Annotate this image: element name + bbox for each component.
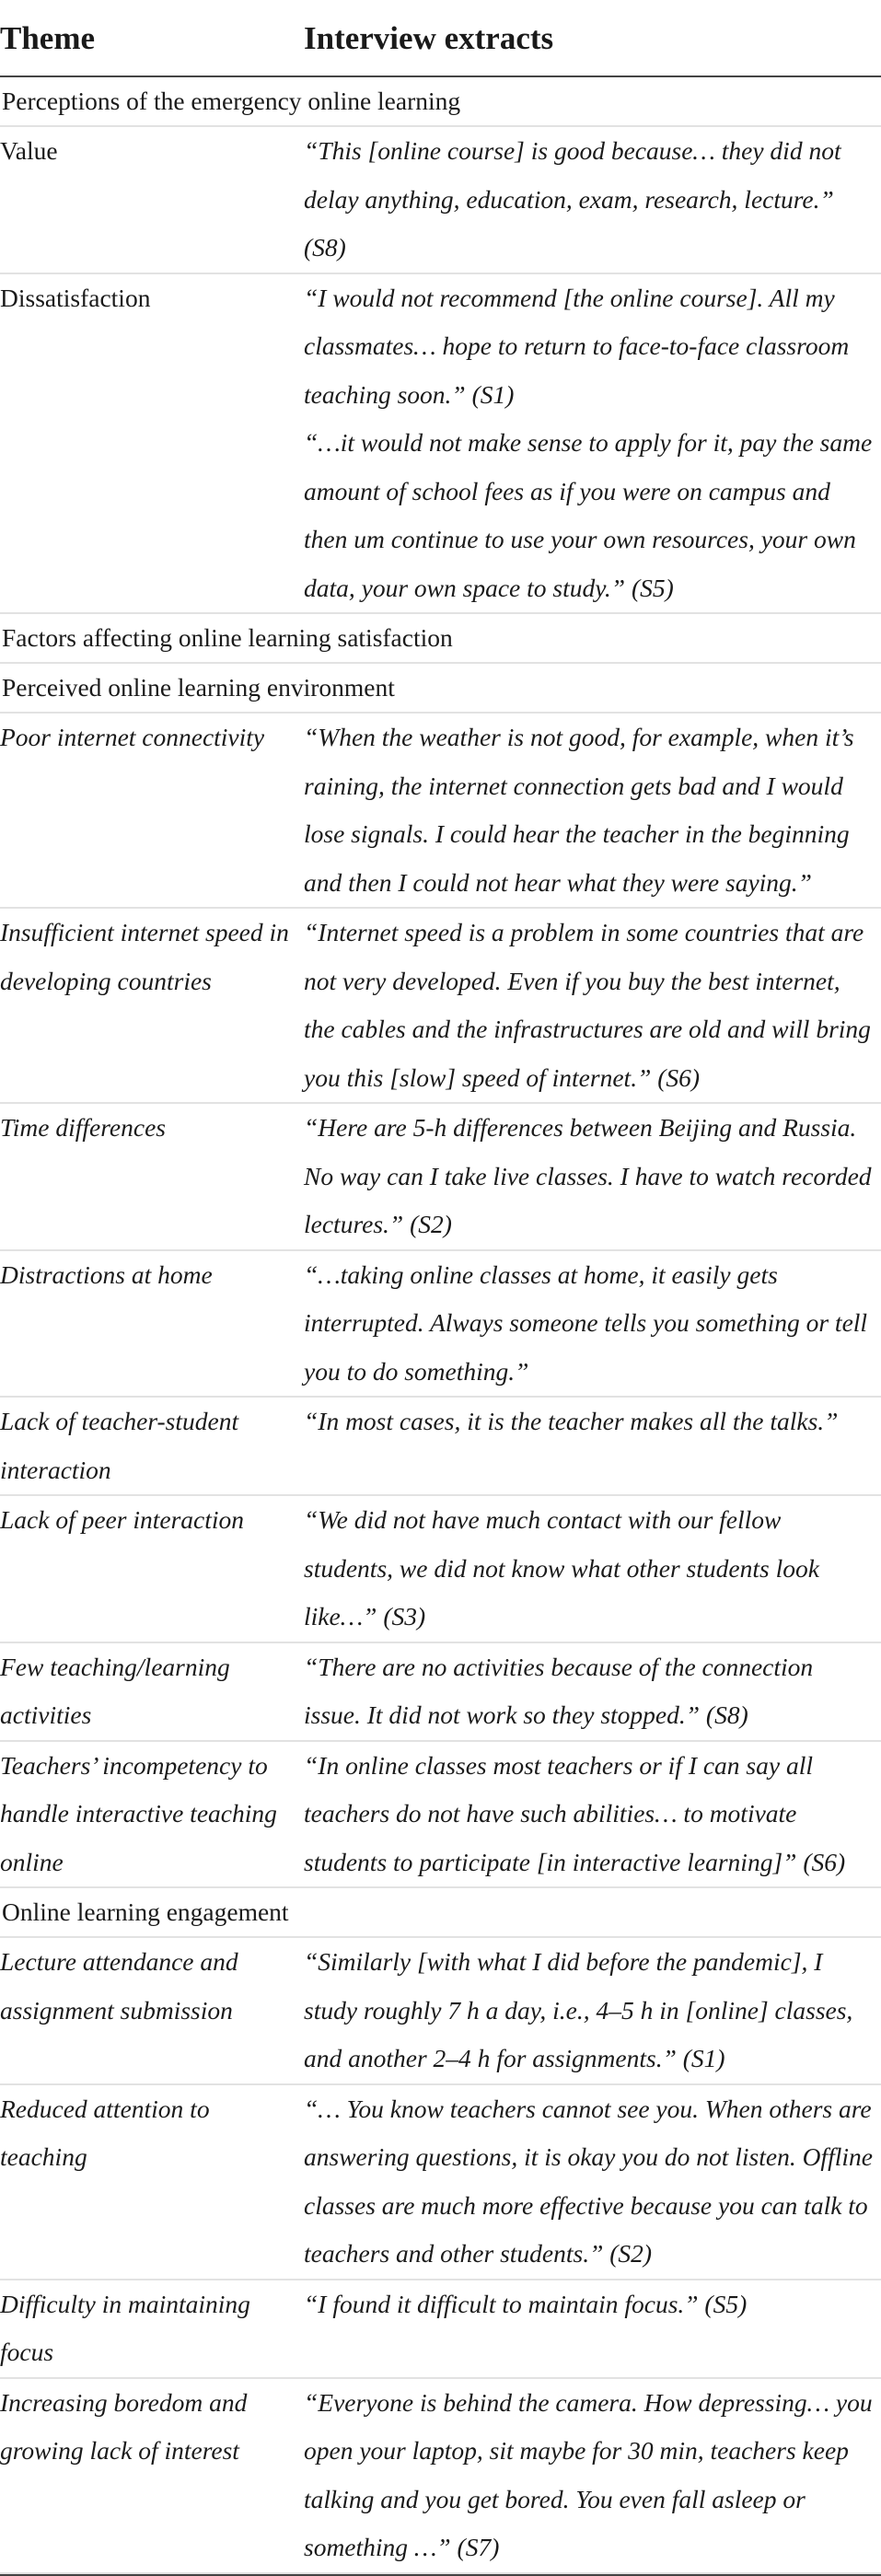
- extracts-cell: [304, 1104, 881, 1249]
- interview-extract: “There are no activities because of the connection issue. It did not work so they stopped.” (S8): [304, 1652, 814, 1729]
- interview-extract: “This [online course] is good because… they did not delay anything, education, exam, research, lecture.” (S8): [304, 136, 841, 261]
- interview-extract: “Internet speed is a problem in some countries that are not very developed. Even if you buy the best internet, the cables and the infrastructures are old and will bring you this [slow] speed of internet.” (S6): [304, 918, 871, 1092]
- theme-cell: Reduced attention to teaching: [0, 2094, 210, 2171]
- extracts-cell: [304, 127, 881, 273]
- extracts-cell: [304, 2085, 881, 2279]
- interview-extract: “Similarly [with what I did before the pandemic], I study roughly 7 h a day, i.e., 4–5 h in [online] classes, and another 2–4 h for assignments.” (S1): [304, 1947, 853, 2072]
- theme-cell: Distractions at home: [0, 1259, 213, 1289]
- section-heading: Perceptions of the emergency online learning: [0, 77, 881, 127]
- theme-cell: Poor internet connectivity: [0, 723, 265, 751]
- theme-cell: Lecture attendance and assignment submission: [0, 1947, 238, 2025]
- interview-extract: “…it would not make sense to apply for it, pay the same amount of school fees as if you were on campus and then um continue to use your own resources, your own data, your own space to study.” (S5): [304, 428, 873, 602]
- interview-extract: “In online classes most teachers or if I can say all teachers do not have such abilities… to motivate students to participate [in interactive learning]” (S6): [304, 1750, 846, 1876]
- theme-cell: Lack of peer interaction: [0, 1505, 245, 1534]
- table-row: [0, 909, 881, 1104]
- table-row: [0, 127, 881, 274]
- theme-cell: Value: [0, 136, 58, 165]
- table-row: [0, 714, 881, 909]
- theme-cell: Insufficient internet speed in developing countries: [0, 918, 289, 995]
- theme-cell: Teachers’ incompetency to handle interactive teaching online: [0, 1750, 277, 1876]
- extracts-cell: [304, 2379, 881, 2572]
- table-row: [0, 2379, 881, 2574]
- extracts-cell: [304, 274, 881, 613]
- table-row: [0, 1251, 881, 1398]
- section-heading: Online learning engagement: [0, 1888, 881, 1938]
- extracts-cell: [304, 909, 881, 1102]
- theme-cell: Time differences: [0, 1113, 166, 1142]
- interview-extract: “We did not have much contact with our fellow students, we did not know what other students look like…” (S3): [304, 1505, 819, 1630]
- header-theme: Theme: [0, 19, 96, 56]
- table-row: [0, 1398, 881, 1496]
- table-row: [0, 274, 881, 615]
- table-row: [0, 1643, 881, 1742]
- table-row: [0, 1496, 881, 1643]
- bottom-rule: [0, 2574, 881, 2576]
- theme-cell: Few teaching/learning activities: [0, 1652, 230, 1729]
- theme-cell: Lack of teacher-student interaction: [0, 1407, 239, 1484]
- table-header: [0, 0, 881, 77]
- interview-extract: “In most cases, it is the teacher makes all the talks.”: [304, 1407, 839, 1435]
- interview-extract: “…taking online classes at home, it easily gets interrupted. Always someone tells you something or tell you to do something.”: [304, 1259, 868, 1386]
- extracts-cell: [304, 714, 881, 907]
- table-row: [0, 2280, 881, 2379]
- extracts-cell: [304, 1742, 881, 1887]
- interview-extract: “Here are 5-h differences between Beijing and Russia. No way can I take live classes. I have to watch recorded lectures.” (S2): [304, 1113, 872, 1238]
- extracts-cell: [304, 1398, 881, 1446]
- extracts-cell: [304, 1496, 881, 1642]
- interview-extract: “Everyone is behind the camera. How depressing… you open your laptop, sit maybe for 30 min, teachers keep talking and you get bored. You even fall asleep or something …” (S7): [304, 2387, 873, 2561]
- section-heading: Perceived online learning environment: [0, 664, 881, 714]
- extracts-cell: [304, 1938, 881, 2083]
- theme-cell: Dissatisfaction: [0, 283, 151, 312]
- extracts-cell: [304, 1251, 881, 1397]
- table-row: [0, 1104, 881, 1251]
- theme-cell: Increasing boredom and growing lack of interest: [0, 2387, 248, 2465]
- interview-extract: “I found it difficult to maintain focus.” (S5): [304, 2289, 748, 2318]
- table-row: [0, 1938, 881, 2085]
- interview-extract: “I would not recommend [the online course]. All my classmates… hope to return to face-to-face classroom teaching soon.” (S1): [304, 283, 850, 409]
- extracts-cell: [304, 1643, 881, 1740]
- section-heading: Factors affecting online learning satisfaction: [0, 614, 881, 664]
- header-extracts: Interview extracts: [304, 19, 554, 56]
- interview-extract: “… You know teachers cannot see you. When others are answering questions, it is okay you do not listen. Offline classes are much more effective because you can talk to teachers and other students.” (S2): [304, 2094, 873, 2268]
- interview-extract: “When the weather is not good, for example, when it’s raining, the internet connection gets bad and I would lose signals. I could hear the teacher in the beginning and then I could not hear what they were saying.”: [304, 723, 854, 897]
- extracts-cell: [304, 2280, 881, 2329]
- table-row: [0, 2085, 881, 2280]
- table-row: [0, 1742, 881, 1889]
- theme-cell: Difficulty in maintaining focus: [0, 2289, 250, 2366]
- table-body: [0, 77, 881, 2574]
